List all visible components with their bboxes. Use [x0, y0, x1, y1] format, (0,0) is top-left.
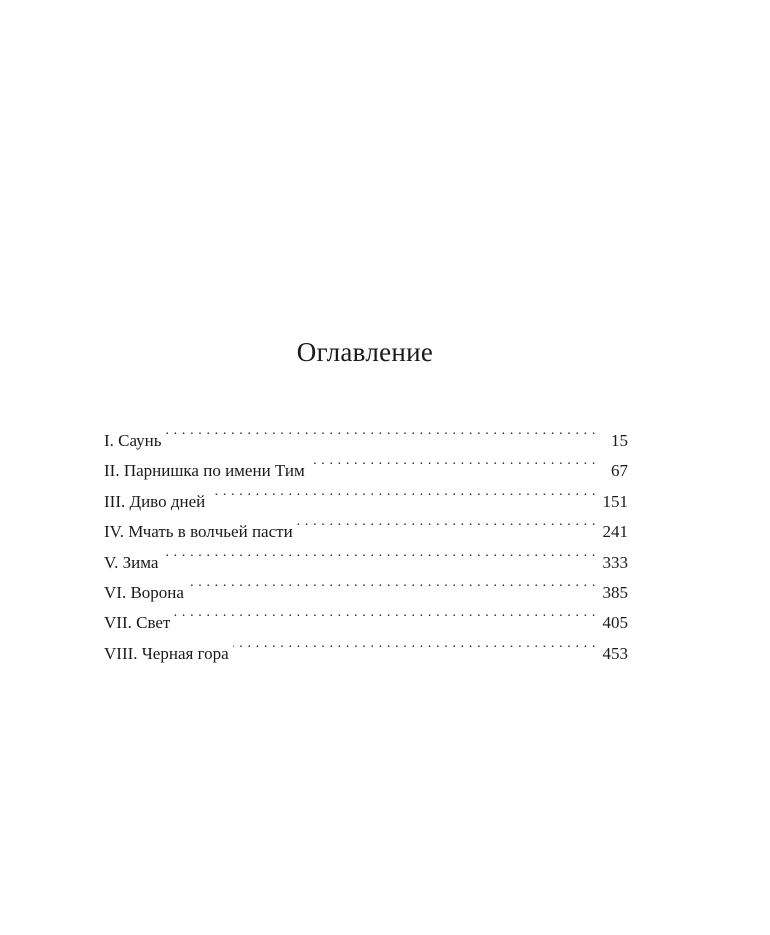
toc-entry-title: I. Саунь	[104, 431, 162, 450]
dot-leader	[174, 598, 596, 628]
toc-entry-title: V. Зима	[104, 552, 159, 572]
toc-entry	[104, 538, 628, 572]
toc-entry-title: VIII. Черная гора	[104, 643, 229, 663]
dot-leader	[309, 446, 596, 476]
toc-entry-page: 453	[602, 643, 628, 663]
dot-leader	[162, 538, 596, 568]
toc-entry-page: 405	[602, 613, 628, 633]
toc-entry	[104, 568, 628, 602]
toc-entry	[104, 629, 628, 663]
toc-entry	[104, 416, 628, 450]
toc-entry-title: VI. Ворона	[104, 582, 184, 602]
toc-entry-page: 151	[602, 491, 628, 511]
toc-entry-page: 385	[602, 582, 628, 602]
toc-entry-title: IV. Мчать в волчьей пасти	[104, 522, 293, 542]
dot-leader	[233, 629, 596, 659]
toc-entry-page: 333	[602, 552, 628, 572]
toc-entry-title: VII. Свет	[104, 613, 171, 633]
dot-leader	[166, 416, 596, 446]
toc-heading: Оглавление	[296, 337, 434, 367]
dot-leader	[297, 507, 596, 537]
toc-entry	[104, 446, 628, 481]
dot-leader	[188, 568, 596, 598]
toc-entry	[104, 598, 628, 633]
dot-leader	[209, 477, 596, 507]
toc-entry-title: II. Парнишка по имени Тим	[104, 461, 305, 481]
toc-entry-page: 15	[611, 431, 628, 450]
table-of-contents	[104, 416, 628, 663]
toc-entry-page: 241	[602, 522, 628, 542]
toc-entry-title: III. Диво дней	[104, 491, 206, 511]
toc-entry-page: 67	[611, 461, 628, 481]
